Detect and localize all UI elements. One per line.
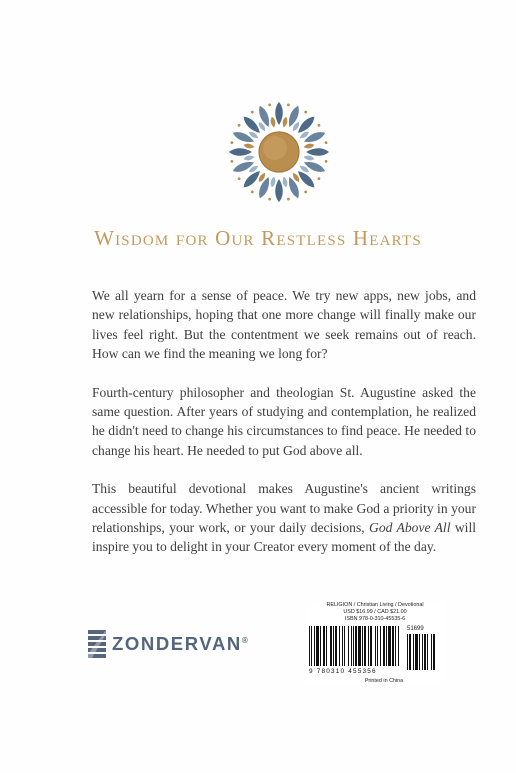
- publisher-logo: [88, 629, 249, 659]
- barcode-bar: [415, 634, 418, 670]
- barcode-bar: [333, 626, 334, 666]
- barcode-bar: [353, 626, 354, 666]
- emblem-petal: [286, 104, 302, 128]
- barcode-bar: [314, 626, 315, 666]
- barcode-bar: [433, 634, 435, 670]
- ean-digits: 9 780310 455356: [309, 668, 377, 675]
- barcode-bar: [407, 634, 408, 670]
- description-text: [92, 286, 476, 576]
- emblem-petal: [306, 148, 329, 156]
- emblem-inner-petal: [303, 155, 315, 162]
- publisher-name-text: ZONDERVAN: [112, 633, 242, 654]
- paragraph-1: We all yearn for a sense of peace. We try new apps, new jobs, and new relationships, hoping that one more change will finally make our lives feel right. But the contentment we seek remains out of reach. How can we find the meaning we long for?: [92, 288, 476, 362]
- emblem-petal: [256, 104, 272, 128]
- barcode-bar: [355, 626, 357, 666]
- emblem-inner-petal: [303, 143, 315, 150]
- price-code-digits: 51699: [407, 626, 424, 632]
- emblem-petal: [256, 176, 272, 200]
- barcode-bar: [316, 626, 319, 666]
- price-addon-barcode: [407, 634, 443, 672]
- book-title: God Above All: [369, 520, 451, 536]
- barcode-bar: [323, 626, 325, 666]
- barcode-price: USD $16.99 / CAD $21.00: [343, 609, 407, 615]
- barcode-bar: [413, 634, 414, 670]
- sunburst-emblem-icon: [223, 96, 335, 208]
- barcode-bar: [330, 626, 332, 666]
- barcode-isbn: ISBN 978-0-310-45535-6: [344, 616, 406, 622]
- emblem-inner-petal: [270, 176, 277, 188]
- barcode-bar: [358, 626, 361, 666]
- barcode-bar: [422, 634, 423, 670]
- barcode-bar: [351, 626, 352, 666]
- zondervan-z-mark-icon: [88, 630, 106, 658]
- barcode-bar: [392, 626, 394, 666]
- emblem-petal: [231, 159, 255, 175]
- emblem-dot: [237, 123, 241, 127]
- barcode-bar: [377, 626, 378, 666]
- barcode-bar: [424, 634, 426, 670]
- emblem-petal: [275, 179, 283, 202]
- emblem-inner-petal: [282, 116, 289, 128]
- emblem-petal: [303, 159, 327, 175]
- emblem-dot: [324, 141, 327, 144]
- cover-heading: Wisdom for Our Restless Hearts: [94, 226, 422, 250]
- barcode-bar: [368, 626, 369, 666]
- publisher-name: [112, 633, 249, 655]
- emblem-dot: [324, 160, 327, 163]
- barcode-bar: [311, 626, 312, 666]
- emblem-inner-petal: [270, 116, 277, 128]
- barcode-bar: [375, 626, 376, 666]
- emblem-dot: [250, 190, 254, 194]
- barcode-bar: [370, 626, 372, 666]
- emblem-dot: [304, 190, 308, 194]
- printed-in-label: Printed in China: [364, 678, 404, 684]
- barcode-bar: [326, 626, 327, 666]
- barcode-bar: [383, 626, 385, 666]
- emblem-petal: [231, 129, 255, 145]
- emblem-dot: [268, 103, 271, 106]
- barcode-bar: [431, 634, 432, 670]
- paragraph-3: [92, 479, 476, 557]
- registered-mark: ®: [241, 635, 250, 645]
- barcode-bars-area: [309, 626, 445, 678]
- emblem-dot: [317, 177, 321, 181]
- barcode-bar: [339, 626, 340, 666]
- barcode-bar: [395, 626, 396, 666]
- emblem-dot: [317, 123, 321, 127]
- emblem-petal: [275, 102, 283, 125]
- barcode-bar: [386, 626, 387, 666]
- emblem-dot: [237, 177, 241, 181]
- emblem-inner-petal: [243, 143, 255, 150]
- barcode-bar: [409, 634, 411, 670]
- emblem-dot: [287, 103, 290, 106]
- emblem-petal: [303, 129, 327, 145]
- emblem-dot: [287, 197, 290, 200]
- barcode-block: [306, 602, 444, 684]
- ean-barcode: [309, 626, 405, 668]
- barcode-bar: [388, 626, 391, 666]
- barcode-bar: [380, 626, 381, 666]
- emblem-dot: [304, 110, 308, 114]
- emblem-dot: [268, 197, 271, 200]
- barcode-bar: [362, 626, 363, 666]
- barcode-bar: [427, 634, 428, 670]
- barcode-bar: [320, 626, 321, 666]
- barcode-bar: [398, 626, 399, 666]
- emblem-inner-petal: [243, 155, 255, 162]
- barcode-bar: [419, 634, 420, 670]
- paragraph-3-part1: This beautiful devotional makes Augustine's ancient writings accessible for today. Whether you want to make God a priority in your relationships, your work, or your daily decisions,: [92, 481, 476, 536]
- emblem-dot: [250, 110, 254, 114]
- emblem-dot: [230, 141, 233, 144]
- barcode-bar: [348, 626, 349, 666]
- barcode-bar: [364, 626, 366, 666]
- paragraph-3-part2: will inspire you to delight in your Creator every moment of the day.: [92, 520, 477, 555]
- emblem-dot: [230, 160, 233, 163]
- barcode-bar: [344, 626, 345, 666]
- paragraph-2: Fourth-century philosopher and theologian St. Augustine asked the same question. After years of studying and contemplation, he realized he didn't need to change his circumstances to find peace. He needed to change his heart. He needed to put God above all.: [92, 384, 476, 458]
- emblem-petal: [229, 148, 252, 156]
- barcode-bar: [335, 626, 337, 666]
- emblem-inner-petal: [282, 176, 289, 188]
- barcode-bar: [309, 626, 310, 666]
- barcode-bar: [342, 626, 343, 666]
- emblem-petal: [286, 176, 302, 200]
- barcode-category: RELIGION / Christian Living / Devotional: [326, 602, 424, 608]
